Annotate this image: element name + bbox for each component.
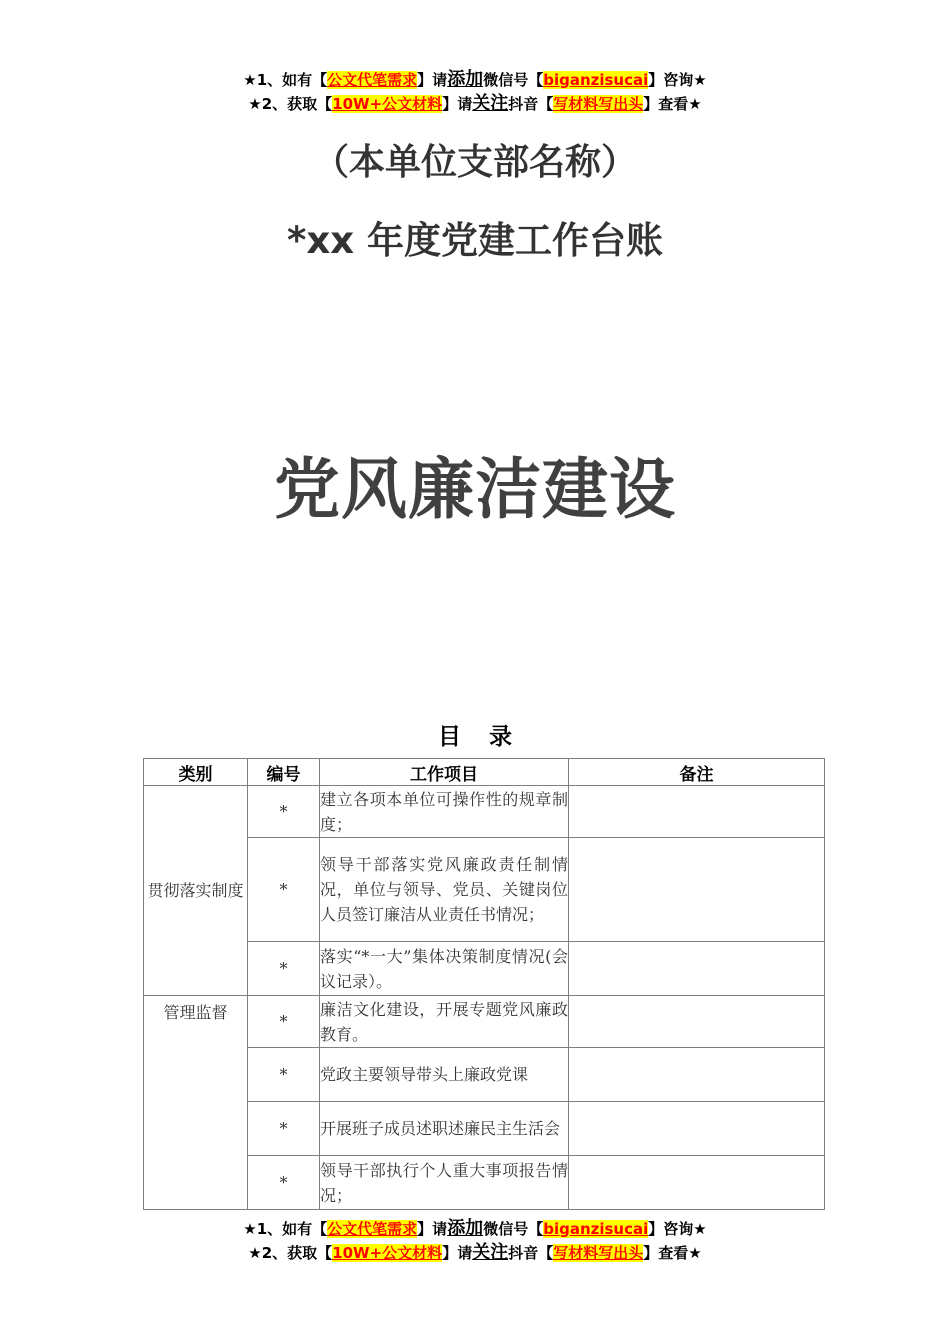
item-cell: 领导干部执行个人重大事项报告情况；: [320, 1156, 569, 1210]
number-cell: *: [248, 1102, 320, 1156]
main-title: 党风廉洁建设: [274, 451, 676, 528]
number-cell: *: [248, 786, 320, 838]
number-cell: *: [248, 996, 320, 1048]
promo-text: ★2、获取【: [248, 1244, 333, 1262]
promo-emphasis: 添加: [447, 1218, 484, 1239]
promo-banner-top: [0, 68, 950, 116]
toc-title: 目 录: [437, 724, 522, 750]
header-item: 工作项目: [320, 759, 569, 786]
remark-cell: [569, 942, 825, 996]
item-cell: 开展班子成员述职述廉民主生活会: [320, 1102, 569, 1156]
douyin-account: 写材料写出头: [553, 1244, 644, 1262]
org-name: （本单位支部名称）: [312, 142, 637, 183]
promo-text: 】请: [442, 95, 473, 113]
promo-line-1: [0, 1217, 950, 1241]
promo-banner-bottom: [0, 1217, 950, 1265]
promo-line-2: [0, 1241, 950, 1265]
table-row: [144, 996, 825, 1048]
number-cell: *: [248, 838, 320, 942]
promo-text: 】咨询★: [648, 71, 707, 89]
promo-text: 】请: [442, 1244, 473, 1262]
promo-emphasis: 关注: [472, 93, 509, 114]
promo-text: 抖音【: [508, 95, 554, 113]
promo-emphasis: 关注: [472, 1242, 509, 1263]
number-cell: *: [248, 1048, 320, 1102]
promo-highlight: 公文代笔需求: [327, 1220, 418, 1238]
douyin-account: 写材料写出头: [553, 95, 644, 113]
toc-table: [143, 758, 825, 1210]
promo-text: 】请: [417, 71, 448, 89]
promo-text: 微信号【: [483, 1220, 544, 1238]
item-cell: 落实“*一大”集体决策制度情况(会议记录）。: [320, 942, 569, 996]
item-cell: 建立各项本单位可操作性的规章制度；: [320, 786, 569, 838]
header-category: 类别: [144, 759, 248, 786]
promo-text: ★2、获取【: [248, 95, 333, 113]
ledger-title: *xx 年度党建工作台账: [287, 219, 663, 262]
header-remark: 备注: [569, 759, 825, 786]
number-cell: *: [248, 1156, 320, 1210]
item-cell: 党政主要领导带头上廉政党课: [320, 1048, 569, 1102]
number-cell: *: [248, 942, 320, 996]
promo-text: 微信号【: [483, 71, 544, 89]
promo-highlight: 10W+公文材料: [332, 1244, 443, 1262]
promo-text: 】请: [417, 1220, 448, 1238]
header-number: 编号: [248, 759, 320, 786]
promo-text: ★1、如有【: [243, 71, 328, 89]
remark-cell: [569, 1102, 825, 1156]
remark-cell: [569, 996, 825, 1048]
promo-highlight: 公文代笔需求: [327, 71, 418, 89]
item-cell: 领导干部落实党风廉政责任制情况，单位与领导、党员、关键岗位人员签订廉洁从业责任书情况；: [320, 838, 569, 942]
promo-line-2: [0, 92, 950, 116]
toc-header-row: [144, 759, 825, 786]
wechat-id: biganzisucai: [543, 71, 649, 89]
remark-cell: [569, 786, 825, 838]
category-cell: 管理监督: [144, 996, 248, 1210]
promo-highlight: 10W+公文材料: [332, 95, 443, 113]
remark-cell: [569, 1156, 825, 1210]
promo-text: 】咨询★: [648, 1220, 707, 1238]
wechat-id: biganzisucai: [543, 1220, 649, 1238]
item-cell: 廉洁文化建设，开展专题党风廉政教育。: [320, 996, 569, 1048]
category-cell: 贯彻落实制度: [144, 786, 248, 996]
promo-text: 抖音【: [508, 1244, 554, 1262]
promo-text: 】查看★: [643, 95, 702, 113]
remark-cell: [569, 1048, 825, 1102]
promo-line-1: [0, 68, 950, 92]
remark-cell: [569, 838, 825, 942]
promo-emphasis: 添加: [447, 69, 484, 90]
promo-text: 】查看★: [643, 1244, 702, 1262]
promo-text: ★1、如有【: [243, 1220, 328, 1238]
table-row: [144, 786, 825, 838]
